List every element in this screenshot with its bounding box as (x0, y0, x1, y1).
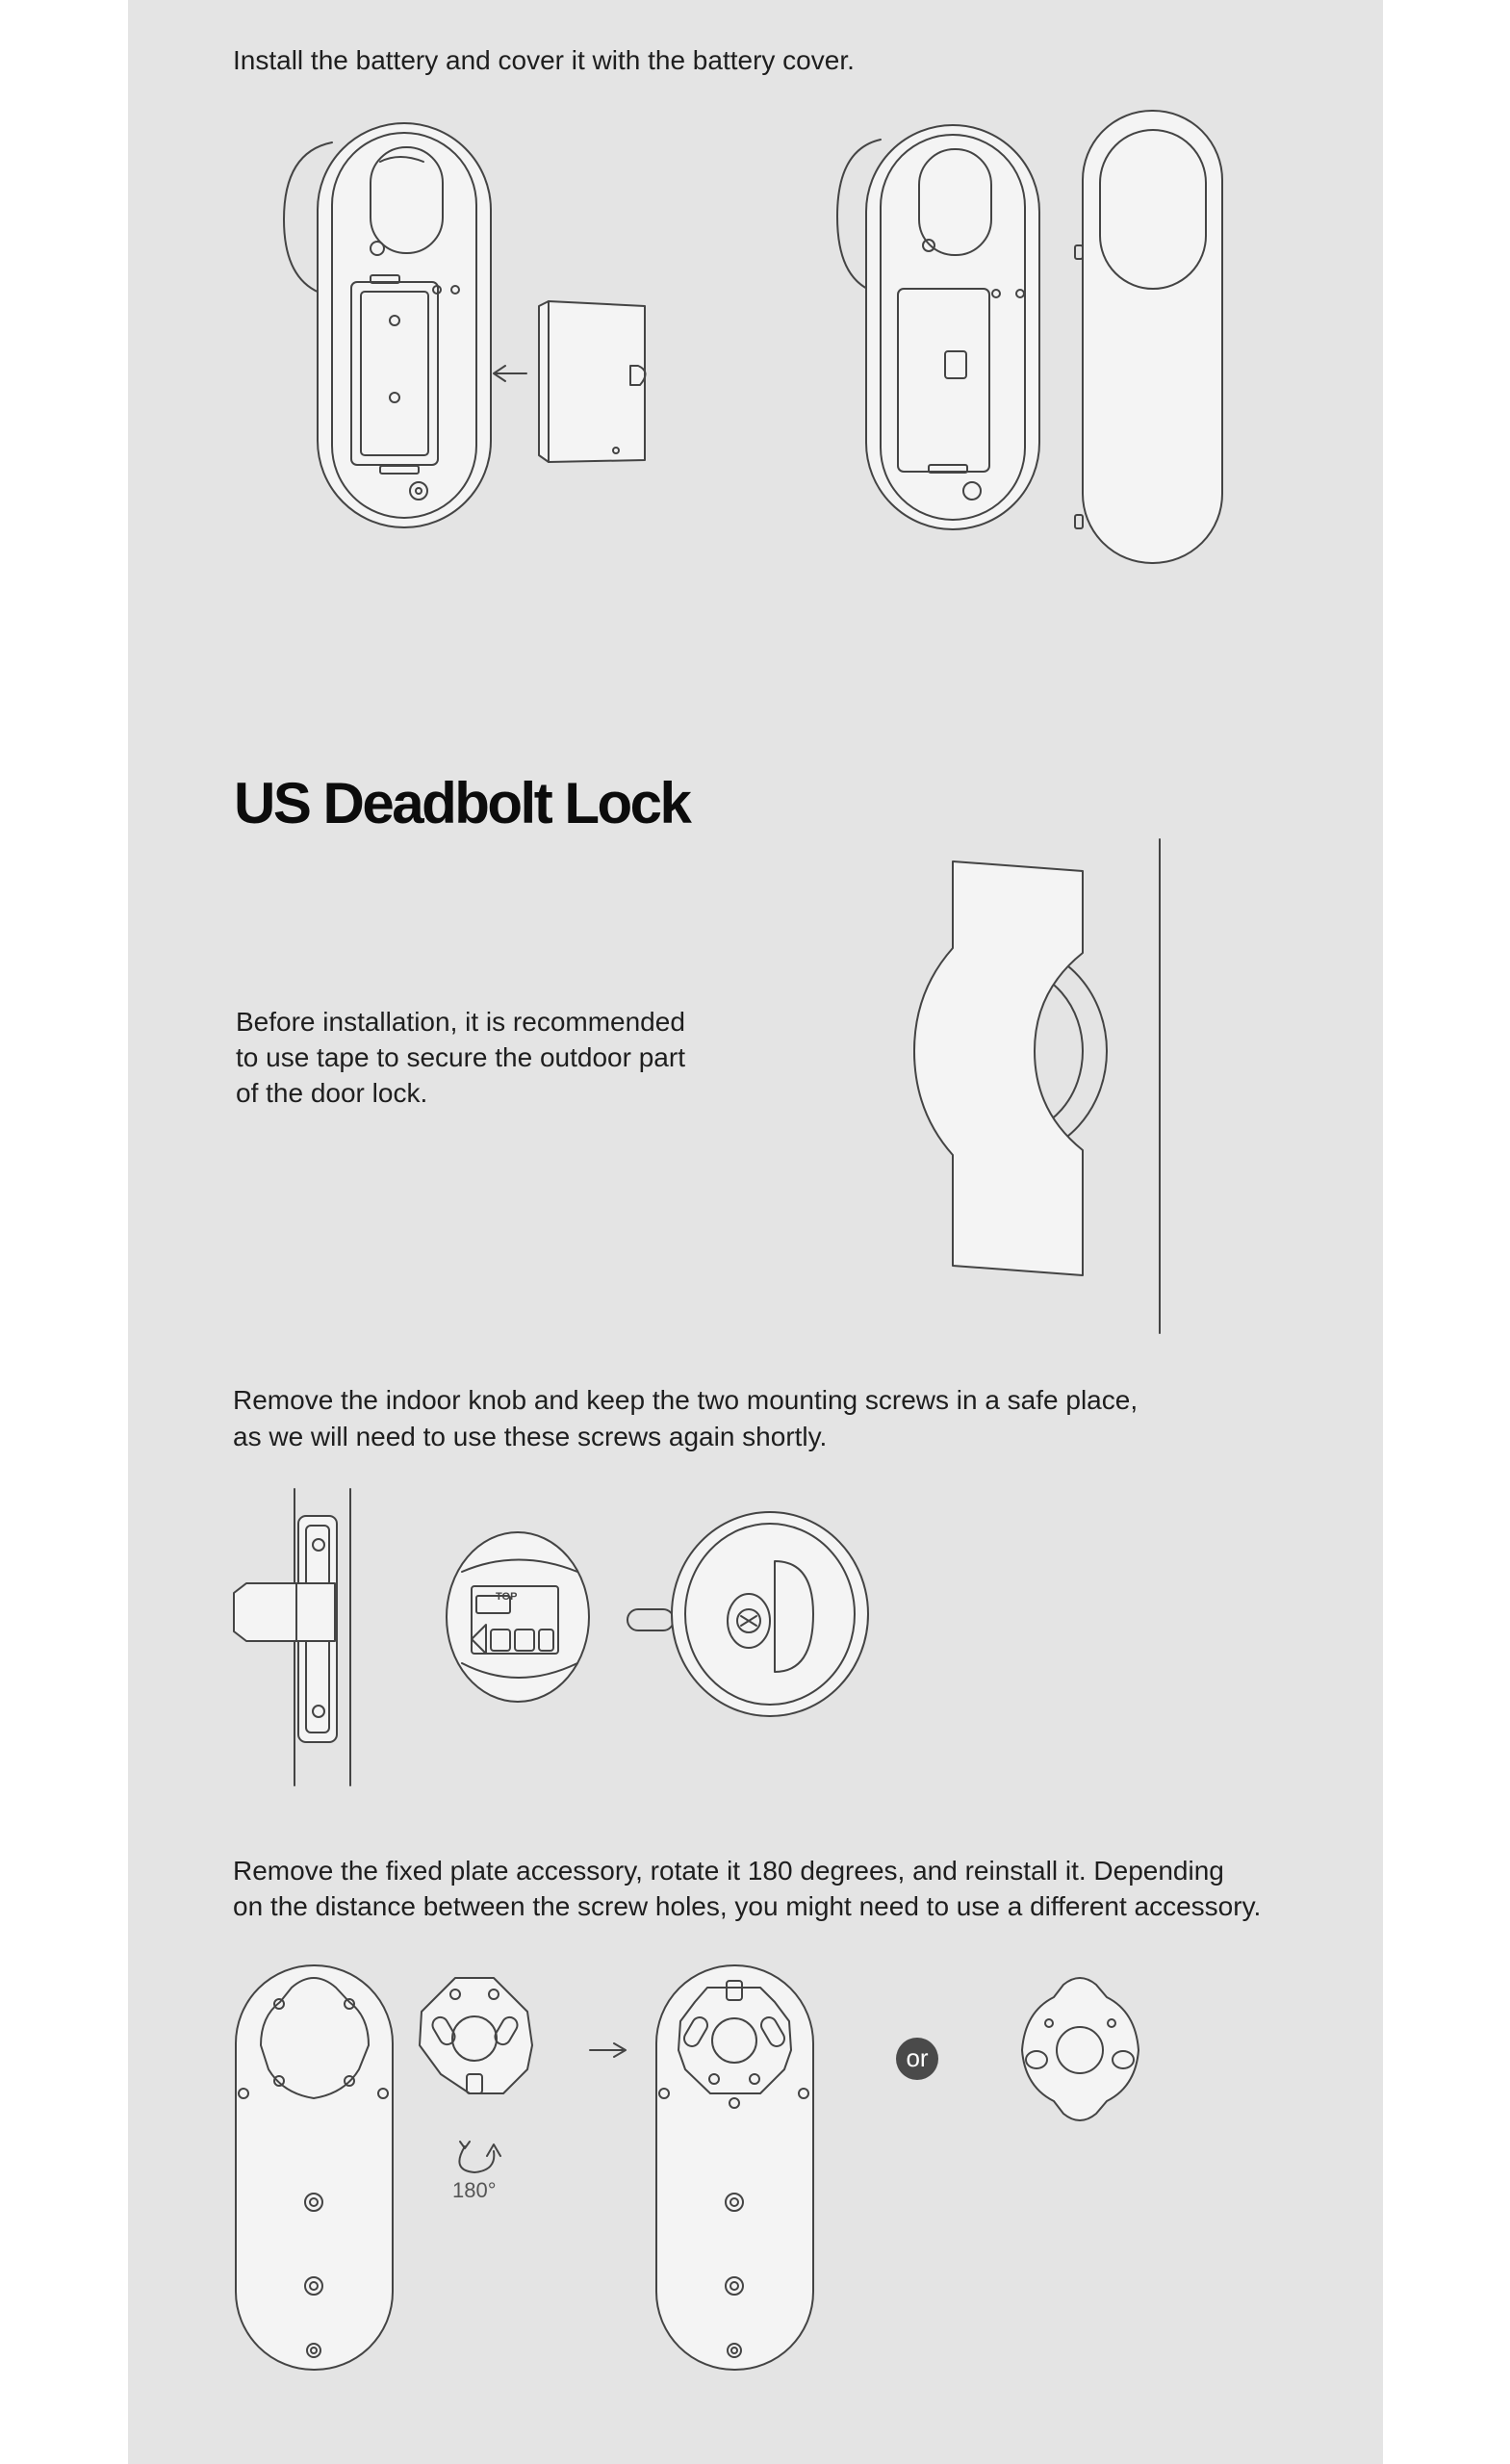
rotate-arrow-icon (459, 2146, 494, 2172)
top-tag: TOP (496, 1591, 518, 1603)
lock-with-cover-illustration (832, 111, 1237, 573)
rotation-label: 180° (452, 2178, 497, 2202)
arrow-left-icon (494, 366, 526, 381)
section-title: US Deadbolt Lock (234, 771, 690, 835)
mounting-plate-detail-illustration (443, 1528, 592, 1707)
tape-on-door-illustration (909, 837, 1169, 1338)
lock-open-battery-illustration (274, 114, 659, 537)
back-plate-reinstalled-illustration (654, 1964, 816, 2373)
indoor-knob-illustration (626, 1508, 871, 1720)
door-latch-illustration (229, 1487, 354, 1790)
back-plate-original-illustration (234, 1964, 396, 2373)
step-battery-text: Install the battery and cover it with the battery cover. (233, 45, 855, 75)
step-tape-text-line-3: of the door lock. (236, 1078, 428, 1108)
fixed-plate-accessory-illustration (412, 1973, 537, 2175)
step-knob-text-line-2: as we will need to use these screws again shortly. (233, 1422, 828, 1451)
step-tape-text-line-1: Before installation, it is recommended (236, 1007, 685, 1037)
step-tape-text-line-2: to use tape to secure the outdoor part (236, 1042, 685, 1072)
step-knob-text-line-1: Remove the indoor knob and keep the two mounting screws in a safe place, (233, 1385, 1139, 1415)
arrow-right-icon (585, 2040, 633, 2060)
alternative-accessory-illustration (1015, 1973, 1145, 2127)
step-plate-text-line-1: Remove the fixed plate accessory, rotate it 180 degrees, and reinstall it. Depending (233, 1856, 1224, 1886)
step-plate-text-line-2: on the distance between the screw holes, you might need to use a different accessory. (233, 1891, 1262, 1921)
or-badge: or (896, 2038, 938, 2080)
